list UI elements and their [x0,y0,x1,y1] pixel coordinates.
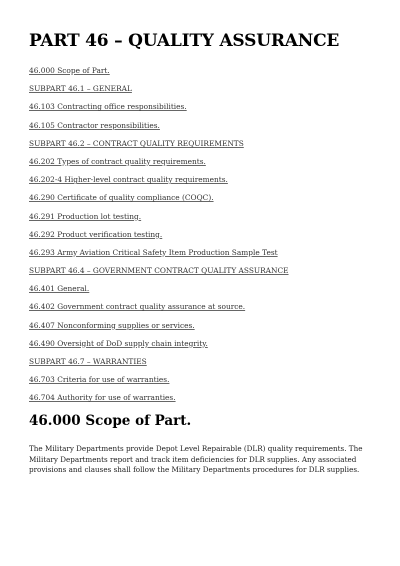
toc-link[interactable]: 46.000 Scope of Part. [29,66,110,75]
toc-link[interactable]: 46.291 Production lot testing. [29,211,142,221]
toc-link[interactable]: 46.490 Oversight of DoD supply chain integrity. [29,338,208,348]
toc-link[interactable]: 46.290 Certificate of quality compliance (COQC). [29,193,214,203]
toc-link[interactable]: 46.105 Contractor responsibilities. [29,120,160,130]
toc-link[interactable]: 46.401 General. [29,284,90,294]
toc-link[interactable]: SUBPART 46.2 – CONTRACT QUALITY REQUIREMENTS [29,138,244,148]
toc-link[interactable]: 46.407 Nonconforming supplies or services. [29,320,195,330]
toc-link[interactable]: 46.292 Product verification testing. [29,229,163,239]
toc-link[interactable]: 46.202 Types of contract quality requirements. [29,156,206,166]
toc-link[interactable]: SUBPART 46.4 – GOVERNMENT CONTRACT QUALITY ASSURANCE [29,266,289,276]
toc-link[interactable]: 46.402 Government contract quality assurance at source. [29,302,246,312]
toc-link[interactable]: SUBPART 46.7 – WARRANTIES [29,357,147,366]
table-of-contents [29,66,374,402]
toc-link[interactable]: 46.202-4 Higher-level contract quality requirements. [29,175,228,185]
toc-link[interactable]: 46.704 Authority for use of warranties. [29,393,176,403]
section-body: The Military Departments provide Depot Level Repairable (DLR) quality requirements. The Military Departments report and track item deficiencies for DLR supplies. Any associated provisions and clauses shall follow the Military Departments procedures for DLR supplies. [29,444,363,475]
toc-link[interactable]: 46.293 Army Aviation Critical Safety Item Production Sample Test [29,247,278,257]
toc-link[interactable]: 46.103 Contracting office responsibilities. [29,102,187,112]
document-page [29,30,374,476]
section-title: 46.000 Scope of Part. [29,413,192,430]
part-title: PART 46 – QUALITY ASSURANCE [29,31,340,51]
toc-link[interactable]: 46.703 Criteria for use of warranties. [29,375,170,385]
toc-link[interactable]: SUBPART 46.1 – GENERAL [29,84,132,94]
